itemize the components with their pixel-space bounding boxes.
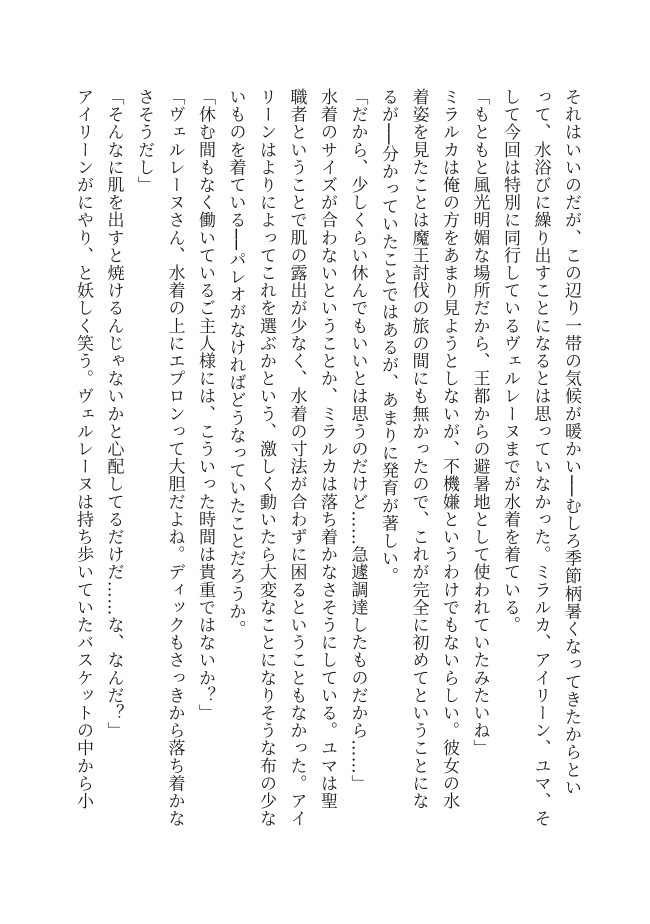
text-line: 着姿を見たことは魔王討伐の旅の間にも無かったので、これが完全に初めてということにな bbox=[408, 88, 429, 810]
text-line: 「休む間もなく働いているご主人様には、こういった時間は貴重ではないか？」 bbox=[195, 88, 215, 722]
text-line: 「だから、少しくらい休んでもいいとは思うのだけど……急遽調達したものだから……」 bbox=[347, 88, 368, 792]
text-line: 水着のサイズが合わないということか、ミラルカは落ち着かなさそうにしている。ユマは聖 bbox=[317, 88, 337, 810]
text-line: 「もともと風光明媚な場所だから、王都からの避暑地として使われていたみたいね」 bbox=[469, 88, 490, 757]
text-line: るが──分かっていたことではあるが、あまりに発育が著しい。 bbox=[378, 88, 398, 585]
text-line: って、水浴びに繰り出すことになるとは思っていなかった。ミラルカ、アイリーン、ユマ、そ bbox=[530, 88, 551, 828]
text-line: ミラルカは俺の方をあまり見ようとしないが、不機嫌というわけでもないらしい。彼女の水 bbox=[439, 88, 459, 810]
text-line: 「そんなに肌を出すと焼けるんじゃないかと心配してるだけだ……な、なんだ？」 bbox=[103, 88, 124, 740]
text-line: リーンはよりによってこれを選ぶかという、激しく動いたら大変なことになりそうな布の少な bbox=[256, 88, 276, 828]
text-line: 職者ということで肌の露出が少なく、水着の寸法が合わずに困るということもなかった。アイ bbox=[286, 88, 307, 828]
text-line: それはいいのだが、この辺り一帯の気候が暖かい──むしろ季節柄暑くなってきたからとい bbox=[561, 88, 581, 797]
text-line: アイリーンがにやり、と妖しく笑う。ヴェルレーヌは持ち歩いていたバスケットの中から小 bbox=[73, 88, 93, 810]
vertical-body-text bbox=[68, 88, 587, 840]
text-line: 「ヴェルレーヌさん、水着の上にエプロンって大胆だよね。ディックもさっきから落ち着かな bbox=[164, 88, 185, 828]
text-line: いものを着ている──パレオがなければどうなっていたことだろうか。 bbox=[225, 88, 246, 638]
text-line: して今回は特別に同行しているヴェルレーヌまでが水着を着ている。 bbox=[500, 88, 520, 634]
text-line: さそうだし」 bbox=[134, 88, 154, 194]
